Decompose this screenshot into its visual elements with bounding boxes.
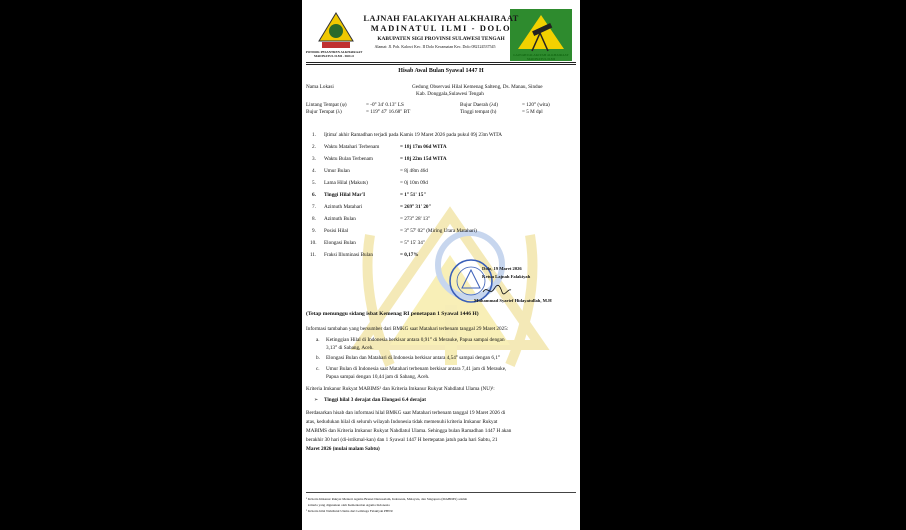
item-label: Elongasi Bulan	[324, 240, 356, 246]
item-label: Azimuth Bulan	[324, 216, 356, 222]
longitude-label: Bujur Tempat (λ)	[306, 109, 342, 115]
note-heading: (Tetap menunggu sidang isbat Kemenag RI penetapan 1 Syawal 1446 H)	[306, 311, 479, 317]
item-label: Posisi Hilal	[324, 228, 349, 234]
signature-place-date: Dolo, 19 Maret 2026	[482, 266, 522, 271]
latitude-label: Lintang Tempat (φ)	[306, 102, 347, 108]
footnote: ² Kriteria hilal Nahdlatul Ulama dari Lembaga Falakiyah PBNU	[306, 509, 394, 513]
criteria-point: Tinggi hilal 3 derajat dan Elongasi 6.4 derajat	[324, 397, 426, 403]
conclusion-line: Berdasarkan hisab dan informasi hilal BMKG saat Matahari terbenam tanggal 19 Maret 2026 di	[306, 410, 506, 416]
item-value: = 8j 48m 46d	[400, 168, 428, 174]
item-value: = 0,17%	[400, 252, 419, 258]
item-label: Ijtima' akhir Ramadhan terjadi pada Kamis 19 Maret 2026 pada pukul 09j 23m WITA	[324, 132, 503, 138]
altitude-value: = 5 M dpl	[522, 109, 543, 115]
item-number: 7.	[312, 204, 316, 210]
conclusion-line: berakhir 30 hari (di-istikmal-kan) dan 1 Syawal 1447 H bertepatan jatuh pada hari Sabtu, 21	[306, 437, 498, 443]
org-region: KABUPATEN SIGI PROVINSI SULAWESI TENGAH	[377, 36, 505, 42]
timezone-label: Bujur Daerah (λd)	[460, 102, 498, 108]
org-name-line2: MADINATUL ILMI - DOLO	[370, 23, 512, 33]
item-number: 5.	[312, 180, 316, 186]
altitude-label: Tinggi tempat (h)	[460, 109, 497, 115]
item-number: 11.	[310, 252, 317, 258]
item-number: 3.	[312, 156, 316, 162]
item-label: Azimuth Matahari	[324, 204, 363, 210]
longitude-value: = 119° 47' 16.68" BT	[366, 109, 411, 115]
location-label: Nama Lokasi	[306, 84, 334, 90]
bmkg-intro: Informasi tambahan yang bersumber dari BMKG saat Matahari terbenam tanggal 29 Maret 2025:	[306, 326, 509, 332]
item-label: Waktu Matahari Terbenam	[324, 144, 380, 150]
item-number: 1.	[312, 132, 316, 138]
item-number: 8.	[312, 216, 316, 222]
item-label: Fraksi Illuminasi Bulan	[324, 252, 373, 258]
bullet-letter: b.	[316, 355, 320, 361]
item-number: 9.	[312, 228, 316, 234]
item-value: = 18j 17m 06d WITA	[400, 144, 447, 150]
item-number: 10.	[310, 240, 317, 246]
document-page	[302, 0, 580, 530]
left-logo-caption: PONDOK PESANTREN ALKHAIRAAT MADINATUL ILMI - DOLO	[305, 50, 363, 58]
header-divider	[306, 62, 576, 63]
org-address: Alamat: Jl. Poh. Kalowi Kec. II Dolo Kecamatan Kec. Dolo 082124537545	[374, 44, 496, 49]
org-name-line1: LAJNAH FALAKIYAH ALKHAIRAAT	[363, 13, 519, 23]
item-value: = 5° 15' 34"	[400, 240, 425, 246]
item-value: = 0j 10m 09d	[400, 180, 428, 186]
bullet-text: Ketinggian Hilal di Indonesia berkisar antara 0,91° di Merauke, Papua sampai dengan	[326, 337, 505, 343]
right-logo-caption: LAJNAH FALAKIYAH ALKHAIRAAT MADINATUL ILMI	[513, 53, 569, 61]
footnote: kriteria yang digunakan oleh Kementerian Agama Indonesia	[308, 503, 390, 507]
location-value-2: Kab. Donggala,Sulawesi Tengah	[416, 91, 484, 97]
bullet-letter: c.	[316, 366, 320, 372]
header-divider-thin	[306, 64, 576, 65]
item-value: = 273° 28' 13"	[400, 216, 431, 222]
item-value: = 269° 31' 20"	[400, 204, 432, 210]
signatory-name: Muhammad Syarief Hidayatullah, M.H	[474, 298, 552, 303]
latitude-value: = -0° 34' 0.13" LS	[366, 102, 404, 108]
bullet-text: Umur Bulan di Indonesia saat Matahari terbenam berkisar antara 7,41 jam di Merauke,	[326, 366, 507, 372]
document-title: Hisab Awal Bulan Syawal 1447 H	[398, 68, 484, 74]
bullet-letter: a.	[316, 337, 320, 343]
item-value: = 18j 22m 15d WITA	[400, 156, 447, 162]
bullet-text: 3,13° di Sabang, Aceh.	[326, 345, 374, 351]
timezone-value: = 120° (wita)	[522, 102, 550, 108]
item-number: 2.	[312, 144, 316, 150]
item-label: Lama Hilal (Makuts)	[324, 180, 368, 186]
item-number: 6.	[312, 192, 316, 198]
conclusion-line: MABIMS dan Kriteria Imkanur Rukyat Nahdlatul Ulama. Sehingga bulan Ramadhan 1447 H akan	[306, 428, 512, 434]
bullet-text: Papua sampai dengan 10,44 jam di Sabang, Aceh.	[326, 374, 430, 380]
item-label: Tinggi Hilal Mar'I	[324, 192, 366, 198]
criteria-line: Kriteria Imkanur Rukyat MABIMS¹ dan Kriteria Imkanur Rukyat Nahdlatul Ulama (NU)²:	[306, 386, 495, 392]
item-number: 4.	[312, 168, 316, 174]
item-value: = 3° 57' 02" (Miring Utara Matahari)	[400, 228, 477, 234]
item-value: = 1° 51' 15"	[400, 192, 427, 198]
bullet-text: Elongasi Bulan dan Matahari di Indonesia berkisar antara 4,54° sampai dengan 6,1°	[326, 355, 500, 361]
arrow-bullet-icon: ➢	[314, 397, 319, 403]
conclusion-line: Maret 2026 (mulai malam Sabtu)	[306, 446, 380, 452]
location-value-1: Gedung Observasi Hilal Kemenag Salteng, Ds. Manau, Sindue	[412, 84, 543, 90]
footnote: ¹ Kriteria Imkanur Rukyat Menteri Agama Brunei Darussalam, Indonesia, Malaysia, dan Singapura (MABIMS) adalah	[306, 497, 468, 501]
conclusion-line: atas, kedudukan hilal di seluruh wilayah Indonesia tidak memenuhi kriteria Imkanur Rukyat	[306, 419, 498, 425]
item-label: Umur Bulan	[324, 168, 350, 174]
footnote-divider	[306, 492, 576, 493]
item-label: Waktu Bulan Terbenam	[324, 156, 373, 162]
handwritten-signature-icon	[482, 284, 512, 296]
signature-role: Ketua Lajnah Falakiyah	[482, 274, 531, 279]
